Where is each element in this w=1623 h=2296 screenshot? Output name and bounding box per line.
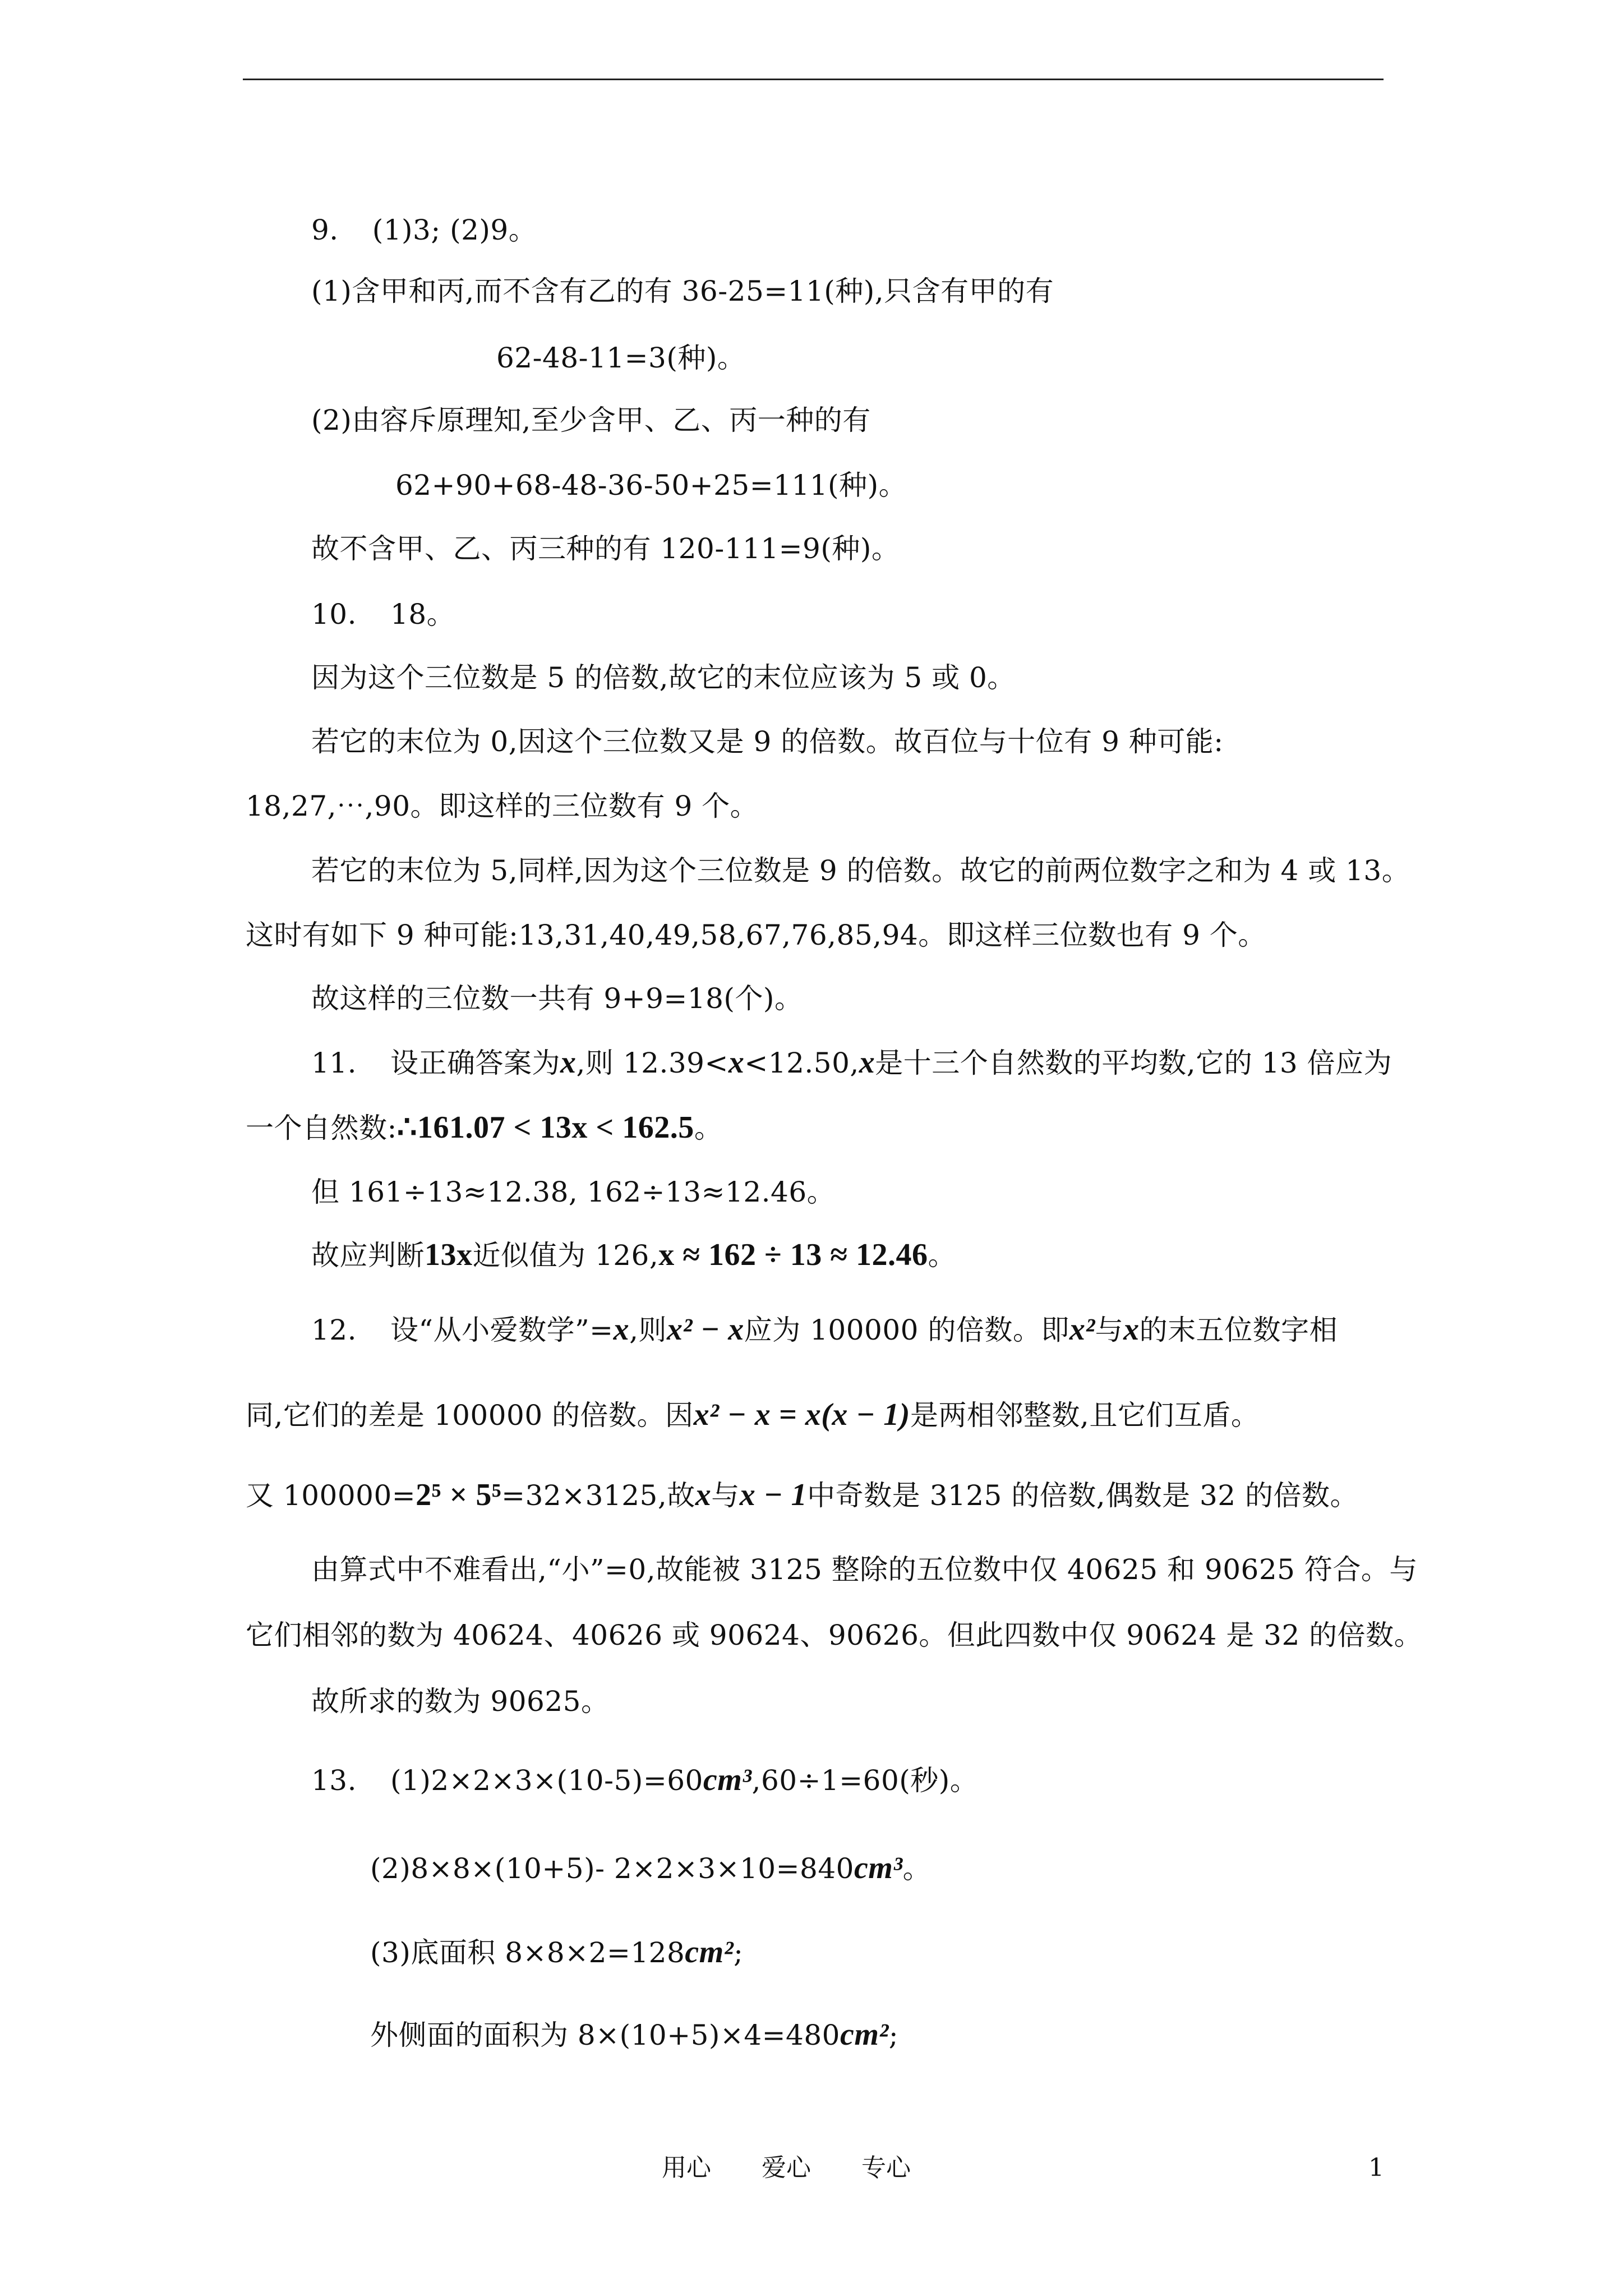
answer-12-line-5: 它们相邻的数为 40624、40626 或 90624、90626。但此四数中仅 90624 是 32 的倍数。: [246, 1619, 1423, 1651]
page-number: 1: [1368, 2154, 1384, 2182]
answer-9-heading: 9. (1)3; (2)9。: [311, 214, 537, 246]
answer-9-line-1: (1)含甲和丙,而不含有乙的有 36-25=11(种),只含有甲的有: [311, 275, 1054, 307]
answer-13-line-3: (3)底面积 8×8×2=128cm²;: [370, 1935, 744, 1970]
answer-9-line-3: (2)由容斥原理知,至少含甲、乙、丙一种的有: [311, 404, 871, 436]
answer-12-line-3: 又 100000=2⁵ × 5⁵=32×3125,故x与x − 1中奇数是 3125 的倍数,偶数是 32 的倍数。: [246, 1478, 1359, 1512]
header-rule: [243, 79, 1384, 80]
answer-12-line-6: 故所求的数为 90625。: [311, 1685, 610, 1718]
answer-10-line-1: 因为这个三位数是 5 的倍数,故它的末位应该为 5 或 0。: [311, 661, 1016, 694]
answer-11-line-1: 11. 设正确答案为x,则 12.39<x<12.50,x是十三个自然数的平均数,它的 13 倍应为: [311, 1045, 1393, 1080]
answer-10-line-3: 18,27,⋯,90。即这样的三位数有 9 个。: [246, 790, 759, 822]
answer-11-line-2: 一个自然数:∴161.07 < 13x < 162.5。: [246, 1110, 723, 1145]
answer-13-line-1: 13. (1)2×2×3×(10-5)=60cm³,60÷1=60(秒)。: [311, 1763, 979, 1797]
footer-motto-2: 爱心: [762, 2154, 811, 2182]
answer-9-line-5: 故不含甲、乙、丙三种的有 120-111=9(种)。: [311, 532, 900, 565]
footer-motto: [662, 2153, 911, 2183]
answer-11-line-4: 故应判断13x近似值为 126,x ≈ 162 ÷ 13 ≈ 12.46。: [311, 1237, 956, 1272]
answer-13-line-4: 外侧面的面积为 8×(10+5)×4=480cm²;: [370, 2017, 899, 2052]
answer-12-line-1: 12. 设“从小爱数学”=x,则x² − x应为 100000 的倍数。即x²与x的末五位数字相: [311, 1312, 1338, 1347]
answer-9-line-4: 62+90+68-48-36-50+25=111(种)。: [395, 469, 907, 501]
footer-motto-1: 用心: [662, 2154, 711, 2182]
answer-10-line-2: 若它的末位为 0,因这个三位数又是 9 的倍数。故百位与十位有 9 种可能:: [311, 725, 1224, 758]
answer-10-line-6: 故这样的三位数一共有 9+9=18(个)。: [311, 982, 803, 1015]
answer-10-line-5: 这时有如下 9 种可能:13,31,40,49,58,67,76,85,94。即这样三位数也有 9 个。: [246, 919, 1266, 951]
answer-12-line-2: 同,它们的差是 100000 的倍数。因x² − x = x(x − 1)是两相邻整数,且它们互盾。: [246, 1397, 1260, 1432]
answer-11-line-3: 但 161÷13≈12.38, 162÷13≈12.46。: [311, 1176, 836, 1208]
answer-13-line-2: (2)8×8×(10+5)- 2×2×3×10=840cm³。: [370, 1851, 932, 1885]
footer-motto-3: 专心: [861, 2154, 911, 2182]
answer-12-line-4: 由算式中不难看出,“小”=0,故能被 3125 整除的五位数中仅 40625 和 90625 符合。与: [311, 1553, 1418, 1586]
answer-10-line-4: 若它的末位为 5,同样,因为这个三位数是 9 的倍数。故它的前两位数字之和为 4 或 13。: [311, 854, 1410, 887]
answer-9-line-2: 62-48-11=3(种)。: [496, 342, 746, 374]
answer-10-heading: 10. 18。: [311, 598, 455, 631]
